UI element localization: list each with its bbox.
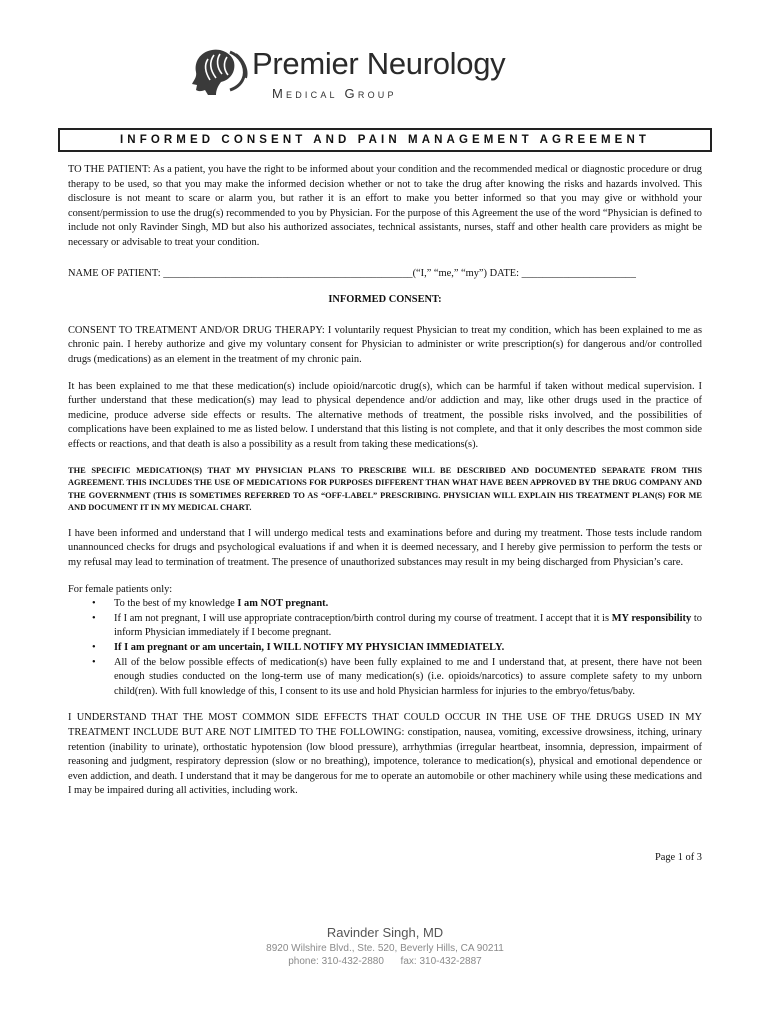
tests-paragraph: I have been informed and understand that I will undergo medical tests and examinations before and during my treatment. Those tests include random unannounced checks for drugs and psychological evaluations if and when it is deemed necessary, and I hereby give permission to perform the tests or my refusal may lead to termination of treatment. The presence of unauthorized substances may result in my being discharged from Physician’s care.: [68, 527, 702, 569]
logo-name: Premier Neurology: [252, 46, 506, 81]
footer-contact: phone: 310-432-2880 fax: 310-432-2887: [288, 956, 482, 967]
medication-risk-paragraph: It has been explained to me that these medication(s) include opioid/narcotic drug(s), which can be harmful if taken without medical supervision. I further understand that these medication(s) may lead to physical dependence and/or addiction and may, like other drugs used in the practice of medicine, produce adverse side effects or results. The alternative methods of treatment, the possible risks involved, and the possibilities of complications have been explained to me as listed below. I understand that this listing is not complete, and that it only describes the most common side effects or reactions, and that death is also a possibility as a result from taking these medications(s).: [68, 380, 702, 450]
list-item: [114, 597, 702, 612]
intro-paragraph: TO THE PATIENT: As a patient, you have the right to be informed about your condition and the recommended medical or diagnostic procedure or drug therapy to be used, so that you may make the informed decision whether or not to take the drug after knowing the risks and hazards involved. This disclosure is not meant to scare or alarm you, but rather it is an effort to make you better informed so that you may give or withhold your consent/permission to use the drug(s) recommended to you by Physician. For the purpose of this Agreement the use of the word “Physician is defined to include not only Ravinder Singh, MD but also his authorized associates, technical assistants, nurses, staff and other health care providers as might be necessary or advisable to treat your condition.: [68, 164, 702, 248]
list-item-text: All of the below possible effects of medication(s) have been fully explained to me and I understand that, at present, there have not been enough studies conducted on the long-term use of many medication(s) (i.e. opioids/narcotics) to assure complete safety to my unborn child(ren). With full knowledge of this, I consent to its use and hold Physician harmless for injuries to the embryo/fetus/baby.: [114, 656, 702, 697]
document-body: [68, 163, 702, 799]
list-item: [114, 641, 702, 656]
list-item-emphasis: If I am pregnant or am uncertain, I WILL NOTIFY MY PHYSICIAN IMMEDIATELY.: [114, 642, 505, 654]
informed-consent-heading: INFORMED CONSENT:: [328, 294, 442, 306]
logo-subtitle: Medical Group: [272, 86, 397, 101]
specific-medication-paragraph: THE SPECIFIC MEDICATION(S) THAT MY PHYSICIAN PLANS TO PRESCRIBE WILL BE DESCRIBED AND DOCUMENTED SEPARATE FROM THIS AGREEMENT. THIS INCLUDES THE USE OF MEDICATIONS FOR PURPOSES DIFFERENT THAN WHAT HAVE BEEN APPROVED BY THE DRUG COMPANY AND THE GOVERNMENT (THIS IS SOMETIMES REFERRED TO AS “OFF-LABEL” PRESCRIBING. PHYSICIAN WILL EXPLAIN HIS TREATMENT PLAN(S) FOR ME AND DOCUMENT IT IN MY MEDICAL CHART.: [68, 465, 702, 513]
list-item: [114, 656, 702, 700]
footer: [0, 924, 770, 968]
footer-physician-name: Ravinder Singh, MD: [326, 925, 444, 940]
consent-paragraph: CONSENT TO TREATMENT AND/OR DRUG THERAPY: I voluntarily request Physician to treat my condition, which has been explained to me as chronic pain. I hereby authorize and give my voluntary consent for Physician to administer or write prescription(s) for dangerous and/or controlled drugs (medications) as an element in the treatment of my chronic pain.: [68, 324, 702, 365]
list-item-text: If I am not pregnant, I will use appropriate contraception/birth control during my course of treatment. I accept that it is: [114, 612, 612, 624]
female-patients-heading: For female patients only:: [68, 583, 173, 595]
list-item: [114, 612, 702, 641]
patient-name-line: NAME OF PATIENT: ________________________________________________(“I,” “me,” “my”) DATE: ______________________: [68, 267, 636, 279]
document-title: INFORMED CONSENT AND PAIN MANAGEMENT AGREEMENT: [120, 134, 650, 146]
footer-address: 8920 Wilshire Blvd., Ste. 520, Beverly Hills, CA 90211: [266, 943, 504, 954]
document-title-box: [58, 128, 712, 152]
list-item-text: To the best of my knowledge: [114, 598, 238, 610]
list-item-emphasis: I am NOT pregnant.: [237, 598, 329, 610]
page-number: Page 1 of 3: [654, 852, 702, 863]
header-logo: [190, 44, 506, 106]
list-item-text: to inform Physician immediately if I become pregnant.: [114, 612, 702, 639]
side-effects-paragraph: I UNDERSTAND THAT THE MOST COMMON SIDE EFFECTS THAT COULD OCCUR IN THE USE OF THE DRUGS USED IN MY TREATMENT INCLUDE BUT ARE NOT LIMITED TO THE FOLLOWING: constipation, nausea, vomiting, excessive drowsiness, itching, urinary retention (inability to urinate), orthostatic hypotension (low blood pressure), arrhythmias (irregular heartbeat, insomnia, depression, impairment of reasoning and judgment, respiratory depression (slow or no breathing), impotence, tolerance to medication(s), physical and emotional dependence or even addiction, and death. I understand that it may be dangerous for me to operate an automobile or other machinery while using these medications and I may be impaired during all activities, including work.: [68, 712, 702, 797]
brain-profile-icon: [190, 46, 248, 96]
list-item-emphasis: MY responsibility: [611, 612, 692, 624]
female-patients-list: [68, 597, 702, 699]
